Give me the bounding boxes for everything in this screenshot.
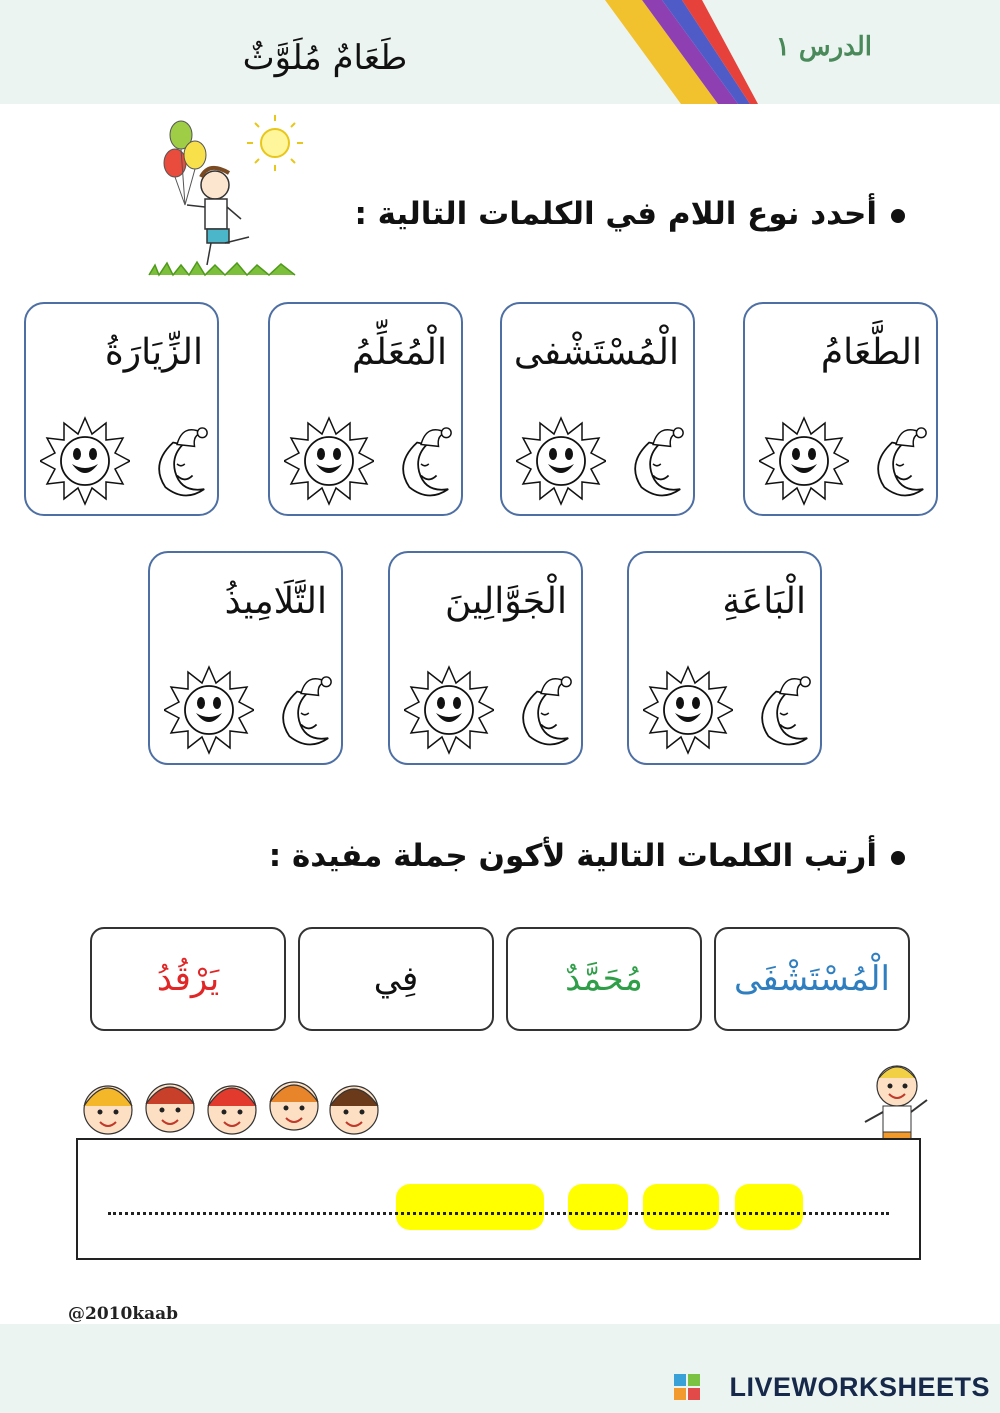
- sun-icon[interactable]: [40, 416, 130, 506]
- liveworksheets-brand[interactable]: LIVEWORKSHEETS: [729, 1372, 990, 1402]
- word-box-text: الْمُسْتَشْفَى: [734, 959, 890, 999]
- boy-with-balloons-illustration: [145, 115, 305, 280]
- sun-icon[interactable]: [164, 665, 254, 755]
- bullet-icon: [891, 851, 905, 865]
- card-word: الْجَوَّالِينَ: [444, 581, 567, 622]
- instruction-2-text: أرتب الكلمات التالية لأكون جملة مفيدة :: [268, 838, 877, 874]
- moon-icon[interactable]: [144, 420, 212, 500]
- word-box-3[interactable]: [298, 927, 494, 1031]
- answer-box[interactable]: [76, 1138, 921, 1260]
- word-card-2: [500, 302, 695, 516]
- balloons-icon: [164, 121, 206, 205]
- author-credit: @2010kaab: [68, 1304, 179, 1324]
- kids-illustration: [78, 1072, 388, 1142]
- word-box-text: يَرْقُدُ: [156, 959, 220, 999]
- word-box-2[interactable]: [506, 927, 702, 1031]
- answer-dotted-line: [108, 1212, 889, 1215]
- word-box-4[interactable]: [90, 927, 286, 1031]
- word-card-4: [24, 302, 219, 516]
- card-word: التَّلَامِيذُ: [224, 581, 327, 622]
- card-word: الطَّعَامُ: [820, 332, 922, 373]
- header-band: [0, 0, 1000, 104]
- word-card-6: [388, 551, 583, 765]
- sun-icon[interactable]: [643, 665, 733, 755]
- moon-icon[interactable]: [747, 669, 815, 749]
- liveworksheets-logo-icon: [674, 1374, 700, 1402]
- word-card-1: [743, 302, 938, 516]
- card-word: الْمُسْتَشْفى: [513, 332, 679, 373]
- sun-icon[interactable]: [284, 416, 374, 506]
- bullet-icon: [891, 209, 905, 223]
- instruction-2: [269, 838, 905, 874]
- word-card-7: [148, 551, 343, 765]
- card-word: الزِّيَارَةُ: [104, 332, 203, 373]
- answer-slot-4[interactable]: [396, 1184, 544, 1230]
- word-card-5: [627, 551, 822, 765]
- lesson-label: الدرس ١: [775, 32, 872, 62]
- sun-icon[interactable]: [404, 665, 494, 755]
- answer-slot-2[interactable]: [643, 1184, 719, 1230]
- boy-icon: [187, 168, 249, 265]
- moon-icon[interactable]: [620, 420, 688, 500]
- word-box-1[interactable]: [714, 927, 910, 1031]
- sun-icon: [247, 115, 303, 171]
- sun-icon[interactable]: [759, 416, 849, 506]
- card-word: الْمُعَلِّمُ: [351, 332, 447, 373]
- moon-icon[interactable]: [863, 420, 931, 500]
- card-word: الْبَاعَةِ: [722, 581, 806, 622]
- worksheet-title: طَعَامٌ مُلَوَّثٌ: [242, 38, 408, 78]
- word-box-text: فِي: [373, 959, 419, 999]
- instruction-1-text: أحدد نوع اللام في الكلمات التالية :: [354, 196, 877, 232]
- grass-icon: [149, 262, 295, 275]
- word-card-3: [268, 302, 463, 516]
- moon-icon[interactable]: [268, 669, 336, 749]
- instruction-1: [354, 196, 905, 232]
- sun-icon[interactable]: [516, 416, 606, 506]
- moon-icon[interactable]: [508, 669, 576, 749]
- word-box-text: مُحَمَّدٌ: [565, 959, 643, 999]
- header-stripes: [590, 0, 760, 104]
- answer-slot-3[interactable]: [568, 1184, 628, 1230]
- answer-slot-1[interactable]: [735, 1184, 803, 1230]
- moon-icon[interactable]: [388, 420, 456, 500]
